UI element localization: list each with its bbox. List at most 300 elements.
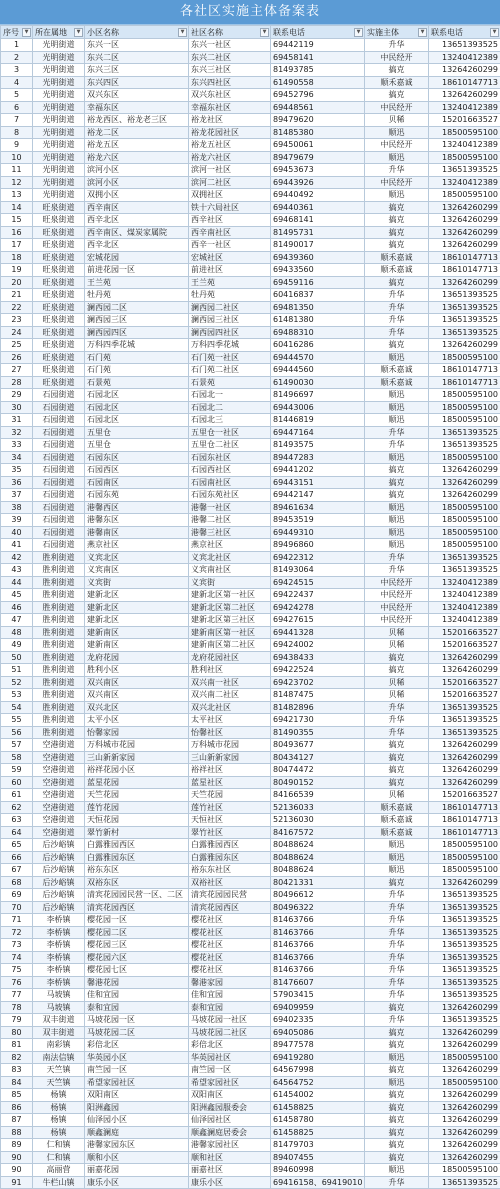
district-cell[interactable]: 天竺镇 [33,1064,85,1077]
community-phone-cell[interactable]: 57903415 [271,989,365,1002]
row-number-cell[interactable]: 90 [1,1164,33,1177]
community-phone-cell[interactable]: 69459116 [271,276,365,289]
estate-name-cell[interactable]: 东兴四区 [85,76,189,89]
community-name-cell[interactable]: 宏城社区 [189,251,271,264]
operator-cell[interactable]: 升华 [365,951,429,964]
operator-phone-cell[interactable]: 18500595100 [429,514,500,527]
district-cell[interactable]: 旺泉街道 [33,301,85,314]
community-phone-cell[interactable]: 64567998 [271,1064,365,1077]
district-cell[interactable]: 石园街道 [33,539,85,552]
row-number-cell[interactable]: 38 [1,501,33,514]
community-phone-cell[interactable]: 81476607 [271,976,365,989]
community-phone-cell[interactable]: 69443151 [271,476,365,489]
row-number-cell[interactable]: 71 [1,914,33,927]
operator-cell[interactable]: 升华 [365,289,429,302]
operator-cell[interactable]: 搞克 [365,1064,429,1077]
filter-dropdown-icon[interactable]: ▼ [490,28,499,37]
community-phone-cell[interactable]: 69419280 [271,1051,365,1064]
operator-phone-cell[interactable]: 13651393525 [429,701,500,714]
community-name-cell[interactable]: 西辛一社区 [189,239,271,252]
operator-phone-cell[interactable]: 15201663527 [429,639,500,652]
operator-cell[interactable]: 中民经开 [365,614,429,627]
row-number-cell[interactable]: 58 [1,751,33,764]
community-phone-cell[interactable]: 61481380 [271,314,365,327]
district-cell[interactable]: 双丰街道 [33,1026,85,1039]
row-number-cell[interactable]: 88 [1,1126,33,1139]
district-cell[interactable]: 牛栏山镇 [33,1176,85,1189]
operator-phone-cell[interactable]: 13264260299 [429,214,500,227]
community-phone-cell[interactable]: 69405086 [271,1026,365,1039]
community-name-cell[interactable]: 馨港家园 [189,976,271,989]
operator-phone-cell[interactable]: 13651393525 [429,889,500,902]
community-name-cell[interactable]: 东兴四社区 [189,76,271,89]
operator-cell[interactable]: 搞克 [365,476,429,489]
community-phone-cell[interactable]: 69468141 [271,214,365,227]
estate-name-cell[interactable]: 马坡花园一区 [85,1014,189,1027]
community-name-cell[interactable]: 胜利社区 [189,664,271,677]
district-cell[interactable]: 空港街道 [33,814,85,827]
community-name-cell[interactable]: 东兴二社区 [189,51,271,64]
community-name-cell[interactable]: 龙府花园社区 [189,651,271,664]
community-phone-cell[interactable]: 89479679 [271,151,365,164]
community-name-cell[interactable]: 西辛社区 [189,214,271,227]
operator-cell[interactable]: 搞克 [365,1001,429,1014]
community-name-cell[interactable]: 阳洲鑫园服委会 [189,1101,271,1114]
operator-cell[interactable]: 升华 [365,1014,429,1027]
operator-cell[interactable]: 升华 [365,1176,429,1189]
operator-phone-cell[interactable]: 13651393525 [429,39,500,52]
operator-phone-cell[interactable]: 13264260299 [429,276,500,289]
community-name-cell[interactable]: 双兴东社区 [189,89,271,102]
estate-name-cell[interactable]: 樱花园三区 [85,939,189,952]
operator-cell[interactable]: 搞克 [365,776,429,789]
operator-cell[interactable]: 顺迅 [365,526,429,539]
row-number-cell[interactable]: 55 [1,714,33,727]
district-cell[interactable]: 空港街道 [33,739,85,752]
operator-cell[interactable]: 顺迅 [365,839,429,852]
estate-name-cell[interactable]: 蓝星花园 [85,776,189,789]
row-number-cell[interactable]: 57 [1,739,33,752]
row-number-cell[interactable]: 28 [1,376,33,389]
row-number-cell[interactable]: 50 [1,651,33,664]
estate-name-cell[interactable]: 白露雅园东区 [85,851,189,864]
district-cell[interactable]: 光明街道 [33,189,85,202]
row-number-cell[interactable]: 74 [1,951,33,964]
community-phone-cell[interactable]: 81479703 [271,1139,365,1152]
operator-phone-cell[interactable]: 13651393525 [429,1014,500,1027]
operator-phone-cell[interactable]: 18500595100 [429,1076,500,1089]
estate-name-cell[interactable]: 阳洲鑫园 [85,1101,189,1114]
estate-name-cell[interactable]: 白露雅园西区 [85,839,189,852]
operator-cell[interactable]: 搞克 [365,1026,429,1039]
community-phone-cell[interactable]: 81446819 [271,414,365,427]
community-name-cell[interactable]: 港馨三社区 [189,526,271,539]
row-number-cell[interactable]: 44 [1,576,33,589]
estate-name-cell[interactable]: 龙府花园 [85,651,189,664]
estate-name-cell[interactable]: 樱花园一区 [85,914,189,927]
district-cell[interactable]: 旺泉街道 [33,364,85,377]
district-cell[interactable]: 旺泉街道 [33,214,85,227]
operator-cell[interactable]: 搞克 [365,276,429,289]
operator-cell[interactable]: 升华 [365,301,429,314]
estate-name-cell[interactable]: 裕龙二区 [85,126,189,139]
community-phone-cell[interactable]: 69439360 [271,251,365,264]
community-name-cell[interactable]: 五里仓一社区 [189,426,271,439]
estate-name-cell[interactable]: 澜西园三区 [85,314,189,327]
community-phone-cell[interactable]: 81463766 [271,964,365,977]
community-name-cell[interactable]: 双拥社区 [189,189,271,202]
estate-name-cell[interactable]: 义宾南区 [85,564,189,577]
operator-cell[interactable]: 顺迅 [365,414,429,427]
district-cell[interactable]: 石园街道 [33,426,85,439]
community-phone-cell[interactable]: 69424002 [271,639,365,652]
community-phone-cell[interactable]: 81490017 [271,239,365,252]
community-name-cell[interactable]: 天竺花园 [189,789,271,802]
operator-phone-cell[interactable]: 18610147713 [429,364,500,377]
operator-cell[interactable]: 搞克 [365,239,429,252]
operator-phone-cell[interactable]: 18500595100 [429,526,500,539]
district-cell[interactable]: 旺泉街道 [33,239,85,252]
community-phone-cell[interactable]: 69427615 [271,614,365,627]
district-cell[interactable]: 胜利街道 [33,676,85,689]
row-number-cell[interactable]: 82 [1,1051,33,1064]
operator-phone-cell[interactable]: 15201663527 [429,689,500,702]
column-header[interactable] [365,26,429,39]
district-cell[interactable]: 仁和镇 [33,1151,85,1164]
community-name-cell[interactable]: 义宾南社区 [189,564,271,577]
operator-cell[interactable]: 升华 [365,926,429,939]
community-phone-cell[interactable]: 80488624 [271,839,365,852]
row-number-cell[interactable]: 21 [1,289,33,302]
filter-dropdown-icon[interactable]: ▼ [418,28,427,37]
community-phone-cell[interactable]: 89477578 [271,1039,365,1052]
operator-phone-cell[interactable]: 13264260299 [429,489,500,502]
operator-cell[interactable]: 升华 [365,39,429,52]
estate-name-cell[interactable]: 幸福东区 [85,101,189,114]
district-cell[interactable]: 胜利街道 [33,551,85,564]
estate-name-cell[interactable]: 馨港花园 [85,976,189,989]
row-number-cell[interactable]: 6 [1,101,33,114]
community-phone-cell[interactable]: 64564752 [271,1076,365,1089]
operator-cell[interactable]: 升华 [365,439,429,452]
estate-name-cell[interactable]: 康乐小区 [85,1176,189,1189]
row-number-cell[interactable]: 75 [1,964,33,977]
district-cell[interactable]: 旺泉街道 [33,251,85,264]
row-number-cell[interactable]: 8 [1,126,33,139]
estate-name-cell[interactable]: 东兴三区 [85,64,189,77]
district-cell[interactable]: 后沙峪镇 [33,876,85,889]
district-cell[interactable]: 石园街道 [33,464,85,477]
operator-cell[interactable]: 顺迅 [365,389,429,402]
operator-phone-cell[interactable]: 13264260299 [429,464,500,477]
column-header[interactable] [33,26,85,39]
operator-cell[interactable]: 顺禾嘉诚 [365,814,429,827]
district-cell[interactable]: 旺泉街道 [33,314,85,327]
operator-phone-cell[interactable]: 13651393525 [429,914,500,927]
community-name-cell[interactable]: 佳和宜园 [189,989,271,1002]
community-name-cell[interactable]: 建新南区第二社区 [189,639,271,652]
operator-cell[interactable]: 升华 [365,714,429,727]
district-cell[interactable]: 光明街道 [33,39,85,52]
operator-phone-cell[interactable]: 13651393525 [429,951,500,964]
estate-name-cell[interactable]: 石园南区 [85,476,189,489]
operator-cell[interactable]: 升华 [365,989,429,1002]
community-name-cell[interactable]: 万科四季花城 [189,339,271,352]
operator-cell[interactable]: 顺迅 [365,1164,429,1177]
operator-phone-cell[interactable]: 18610147713 [429,826,500,839]
district-cell[interactable]: 杨镇 [33,1126,85,1139]
community-name-cell[interactable]: 顺鑫澜庭居委会 [189,1126,271,1139]
district-cell[interactable]: 胜利街道 [33,576,85,589]
row-number-cell[interactable]: 20 [1,276,33,289]
district-cell[interactable]: 石园街道 [33,489,85,502]
row-number-cell[interactable]: 68 [1,876,33,889]
operator-cell[interactable]: 顺禾嘉诚 [365,376,429,389]
operator-phone-cell[interactable]: 18610147713 [429,814,500,827]
operator-phone-cell[interactable]: 13264260299 [429,476,500,489]
estate-name-cell[interactable]: 港馨西区 [85,501,189,514]
estate-name-cell[interactable]: 双拥小区 [85,189,189,202]
estate-name-cell[interactable]: 石园西区 [85,464,189,477]
operator-phone-cell[interactable]: 13264260299 [429,239,500,252]
operator-cell[interactable]: 搞克 [365,664,429,677]
operator-cell[interactable]: 顺禾嘉诚 [365,801,429,814]
estate-name-cell[interactable]: 希望家园社区 [85,1076,189,1089]
operator-phone-cell[interactable]: 13651393525 [429,164,500,177]
community-name-cell[interactable]: 白露雅园东区 [189,851,271,864]
operator-phone-cell[interactable]: 13240412389 [429,614,500,627]
community-name-cell[interactable]: 三山新新家园 [189,751,271,764]
community-name-cell[interactable]: 丽嘉社区 [189,1164,271,1177]
operator-cell[interactable]: 升华 [365,964,429,977]
community-phone-cell[interactable]: 69424278 [271,601,365,614]
row-number-cell[interactable]: 85 [1,1089,33,1102]
operator-cell[interactable]: 顺禾嘉诚 [365,364,429,377]
operator-cell[interactable]: 升华 [365,426,429,439]
operator-cell[interactable]: 升华 [365,326,429,339]
operator-phone-cell[interactable]: 13264260299 [429,1151,500,1164]
row-number-cell[interactable]: 65 [1,839,33,852]
operator-phone-cell[interactable]: 13264260299 [429,739,500,752]
district-cell[interactable]: 李桥镇 [33,976,85,989]
row-number-cell[interactable]: 4 [1,76,33,89]
operator-phone-cell[interactable]: 13264260299 [429,64,500,77]
operator-cell[interactable]: 顺迅 [365,514,429,527]
estate-name-cell[interactable]: 澜西园二区 [85,301,189,314]
row-number-cell[interactable]: 80 [1,1026,33,1039]
district-cell[interactable]: 空港街道 [33,826,85,839]
community-name-cell[interactable]: 双裕社区 [189,876,271,889]
operator-cell[interactable]: 搞克 [365,1139,429,1152]
row-number-cell[interactable]: 81 [1,1039,33,1052]
row-number-cell[interactable]: 41 [1,539,33,552]
operator-phone-cell[interactable]: 13264260299 [429,89,500,102]
row-number-cell[interactable]: 77 [1,989,33,1002]
operator-cell[interactable]: 搞克 [365,464,429,477]
district-cell[interactable]: 空港街道 [33,801,85,814]
community-name-cell[interactable]: 东兴三社区 [189,64,271,77]
operator-phone-cell[interactable]: 18500595100 [429,414,500,427]
row-number-cell[interactable]: 15 [1,214,33,227]
row-number-cell[interactable]: 13 [1,189,33,202]
district-cell[interactable]: 高丽营 [33,1164,85,1177]
community-name-cell[interactable]: 澜西园二社区 [189,301,271,314]
community-name-cell[interactable]: 双兴北社区 [189,701,271,714]
district-cell[interactable]: 石园街道 [33,414,85,427]
community-name-cell[interactable]: 彩倍北区 [189,1039,271,1052]
community-phone-cell[interactable]: 81493575 [271,439,365,452]
community-name-cell[interactable]: 双兴南二社区 [189,689,271,702]
operator-cell[interactable]: 升华 [365,314,429,327]
community-name-cell[interactable]: 马坡花园二社区 [189,1026,271,1039]
district-cell[interactable]: 双丰街道 [33,1014,85,1027]
row-number-cell[interactable]: 89 [1,1139,33,1152]
district-cell[interactable]: 李桥镇 [33,951,85,964]
operator-phone-cell[interactable]: 15201663527 [429,114,500,127]
operator-cell[interactable]: 搞克 [365,739,429,752]
filter-dropdown-icon[interactable]: ▼ [74,28,83,37]
estate-name-cell[interactable]: 石园东苑 [85,489,189,502]
community-name-cell[interactable]: 顺和社区 [189,1151,271,1164]
community-phone-cell[interactable]: 89461634 [271,501,365,514]
community-phone-cell[interactable]: 69421730 [271,714,365,727]
operator-cell[interactable]: 顺迅 [365,501,429,514]
community-name-cell[interactable]: 双阳南区 [189,1089,271,1102]
community-phone-cell[interactable]: 52136030 [271,814,365,827]
row-number-cell[interactable]: 69 [1,889,33,902]
estate-name-cell[interactable]: 西辛北区 [85,239,189,252]
operator-phone-cell[interactable]: 13651393525 [429,564,500,577]
row-number-cell[interactable]: 79 [1,1014,33,1027]
operator-phone-cell[interactable]: 13264260299 [429,1001,500,1014]
operator-cell[interactable]: 搞克 [365,764,429,777]
operator-cell[interactable]: 贝稀 [365,676,429,689]
operator-phone-cell[interactable]: 13240412389 [429,101,500,114]
estate-name-cell[interactable]: 清宾花园西区 [85,901,189,914]
community-phone-cell[interactable]: 80493677 [271,739,365,752]
community-name-cell[interactable]: 义宾街 [189,576,271,589]
estate-name-cell[interactable]: 马坡花园二区 [85,1026,189,1039]
community-phone-cell[interactable]: 69481350 [271,301,365,314]
community-name-cell[interactable]: 樱花社区 [189,939,271,952]
estate-name-cell[interactable]: 石园北区 [85,401,189,414]
row-number-cell[interactable]: 43 [1,564,33,577]
community-phone-cell[interactable]: 69441202 [271,464,365,477]
operator-cell[interactable]: 中民经开 [365,601,429,614]
row-number-cell[interactable]: 53 [1,689,33,702]
community-phone-cell[interactable]: 69452796 [271,89,365,102]
operator-phone-cell[interactable]: 18500595100 [429,501,500,514]
column-header[interactable] [85,26,189,39]
operator-cell[interactable]: 贝稀 [365,114,429,127]
community-phone-cell[interactable]: 69423702 [271,676,365,689]
operator-cell[interactable]: 搞克 [365,651,429,664]
estate-name-cell[interactable]: 建新北区 [85,614,189,627]
row-number-cell[interactable]: 61 [1,789,33,802]
community-name-cell[interactable]: 建新北区第一社区 [189,589,271,602]
estate-name-cell[interactable]: 前进花园一区 [85,264,189,277]
row-number-cell[interactable]: 9 [1,139,33,152]
operator-phone-cell[interactable]: 13264260299 [429,1114,500,1127]
operator-phone-cell[interactable]: 13264260299 [429,1089,500,1102]
community-name-cell[interactable]: 仙泽园社区 [189,1114,271,1127]
row-number-cell[interactable]: 67 [1,864,33,877]
district-cell[interactable]: 胜利街道 [33,589,85,602]
estate-name-cell[interactable]: 牡丹苑 [85,289,189,302]
operator-phone-cell[interactable]: 13264260299 [429,651,500,664]
community-name-cell[interactable]: 樱花社区 [189,951,271,964]
community-phone-cell[interactable]: 60416837 [271,289,365,302]
row-number-cell[interactable]: 72 [1,926,33,939]
community-name-cell[interactable]: 石园西社区 [189,464,271,477]
district-cell[interactable]: 胜利街道 [33,689,85,702]
community-name-cell[interactable]: 滨河二社区 [189,176,271,189]
row-number-cell[interactable]: 37 [1,489,33,502]
operator-cell[interactable]: 顺迅 [365,851,429,864]
row-number-cell[interactable]: 17 [1,239,33,252]
row-number-cell[interactable]: 14 [1,201,33,214]
row-number-cell[interactable]: 22 [1,301,33,314]
operator-cell[interactable]: 搞克 [365,64,429,77]
row-number-cell[interactable]: 90 [1,1151,33,1164]
community-name-cell[interactable]: 南竺园一区 [189,1064,271,1077]
community-phone-cell[interactable]: 61458825 [271,1101,365,1114]
community-name-cell[interactable]: 裕祥社区 [189,764,271,777]
estate-name-cell[interactable]: 滨河小区 [85,164,189,177]
community-phone-cell[interactable]: 89407455 [271,1151,365,1164]
community-phone-cell[interactable]: 80488624 [271,864,365,877]
operator-phone-cell[interactable]: 13651393525 [429,939,500,952]
district-cell[interactable]: 杨镇 [33,1101,85,1114]
district-cell[interactable]: 空港街道 [33,776,85,789]
community-phone-cell[interactable]: 69448561 [271,101,365,114]
district-cell[interactable]: 石园街道 [33,439,85,452]
operator-phone-cell[interactable]: 18500595100 [429,389,500,402]
community-name-cell[interactable]: 樱花社区 [189,926,271,939]
operator-cell[interactable]: 顺禾嘉诚 [365,826,429,839]
community-phone-cell[interactable]: 69442119 [271,39,365,52]
operator-phone-cell[interactable]: 13651393525 [429,964,500,977]
community-phone-cell[interactable]: 69450061 [271,139,365,152]
operator-phone-cell[interactable]: 13240412389 [429,576,500,589]
district-cell[interactable]: 空港街道 [33,789,85,802]
row-number-cell[interactable]: 31 [1,414,33,427]
filter-dropdown-icon[interactable]: ▼ [260,28,269,37]
row-number-cell[interactable]: 25 [1,339,33,352]
operator-phone-cell[interactable]: 13651393525 [429,926,500,939]
district-cell[interactable]: 石园街道 [33,401,85,414]
row-number-cell[interactable]: 35 [1,464,33,477]
row-number-cell[interactable]: 29 [1,389,33,402]
operator-cell[interactable]: 顺迅 [365,1076,429,1089]
estate-name-cell[interactable]: 石园东区 [85,451,189,464]
community-phone-cell[interactable]: 69440361 [271,201,365,214]
community-phone-cell[interactable]: 80496612 [271,889,365,902]
community-phone-cell[interactable]: 81496697 [271,389,365,402]
estate-name-cell[interactable]: 南竺园一区 [85,1064,189,1077]
row-number-cell[interactable]: 45 [1,589,33,602]
estate-name-cell[interactable]: 东兴二区 [85,51,189,64]
estate-name-cell[interactable]: 澜西园四区 [85,326,189,339]
column-header[interactable] [1,26,33,39]
community-phone-cell[interactable]: 69453673 [271,164,365,177]
district-cell[interactable]: 光明街道 [33,64,85,77]
community-name-cell[interactable]: 天恒社区 [189,814,271,827]
operator-phone-cell[interactable]: 13240412389 [429,51,500,64]
operator-phone-cell[interactable]: 18500595100 [429,351,500,364]
row-number-cell[interactable]: 18 [1,251,33,264]
district-cell[interactable]: 李桥镇 [33,914,85,927]
